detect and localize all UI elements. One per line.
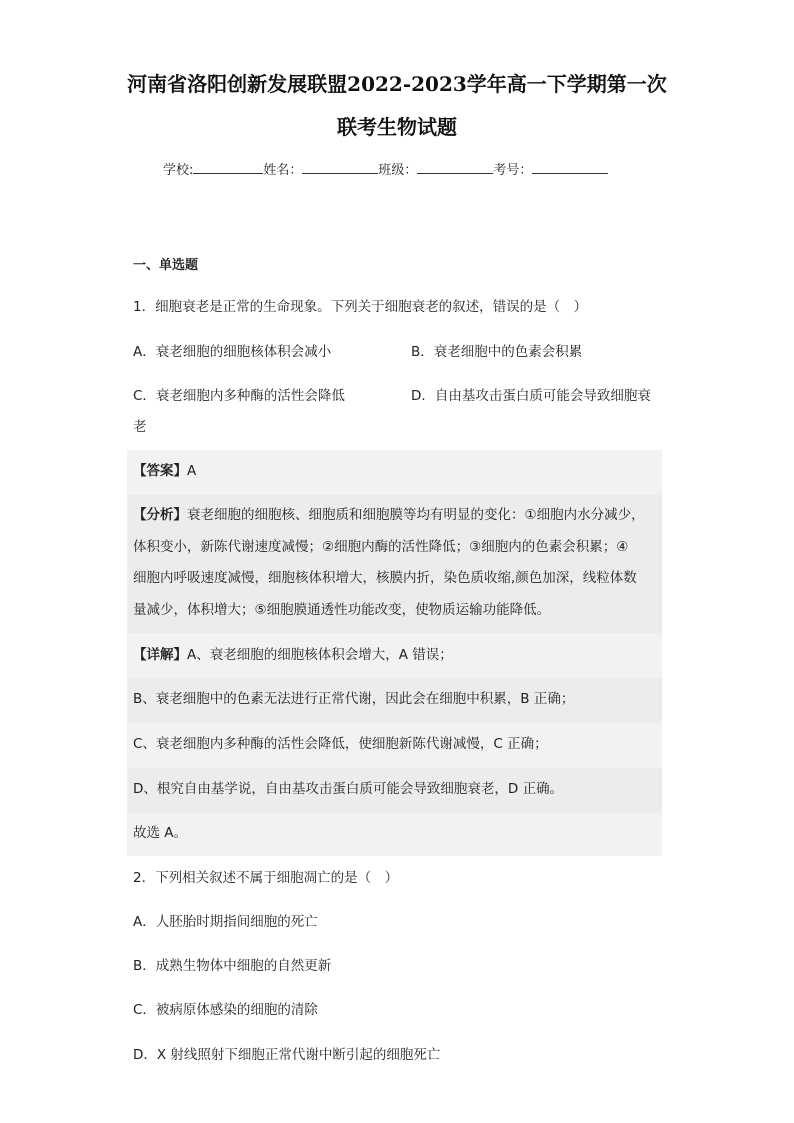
analysis-label: 【分析】 [133, 507, 187, 523]
q2-option-b: B．成熟生物体中细胞的自然更新 [133, 958, 332, 974]
answer-label: 【答案】 [133, 463, 187, 479]
answer-value: A [187, 463, 197, 479]
q1-option-b: B．衰老细胞中的色素会积累 [411, 344, 583, 360]
q1-option-a: A．衰老细胞的细胞核体积会减小 [133, 344, 332, 360]
exam-title-line1: 河南省洛阳创新发展联盟2022-2023学年高一下学期第一次 [127, 72, 667, 96]
q1-analysis-line3: 细胞内呼吸速度减慢，细胞核体积增大，核膜内折，染色质收缩,颜色加深，线粒体数 [133, 570, 637, 586]
class-label: 班级： [378, 163, 418, 178]
detail-label: 【详解】 [133, 647, 187, 663]
q2-option-d: D．X 射线照射下细胞正常代谢中断引起的细胞死亡 [133, 1047, 441, 1063]
name-label: 姓名： [263, 163, 303, 178]
school-blank [193, 159, 263, 174]
q1-detail-line1 [133, 643, 453, 663]
school-label: 学校: [163, 163, 194, 178]
q2-option-c: C．被病原体感染的细胞的清除 [133, 1002, 318, 1018]
q1-option-d: D．自由基攻击蛋白质可能会导致细胞衰 [411, 388, 651, 404]
exam-number-blank [532, 159, 608, 174]
student-info-row [163, 159, 608, 178]
q1-answer [133, 459, 196, 479]
name-blank [302, 159, 378, 174]
analysis-text-1: 衰老细胞的细胞核、细胞质和细胞膜等均有明显的变化：①细胞内水分减少， [187, 507, 645, 523]
q2-stem: 2．下列相关叙述不属于细胞凋亡的是（ ） [133, 870, 399, 886]
detail-text-1: A、衰老细胞的细胞核体积会增大，A 错误； [187, 647, 453, 663]
q2-option-a: A．人胚胎时期指间细胞的死亡 [133, 914, 318, 930]
answer-band [127, 450, 662, 495]
q1-stem: 1．细胞衰老是正常的生命现象。下列关于细胞衰老的叙述，错误的是（ ） [133, 299, 588, 315]
exam-title-line2: 联考生物试题 [337, 115, 457, 139]
q1-analysis-line4: 量减少，体积增大；⑤细胞膜通透性功能改变，使物质运输功能降低。 [133, 602, 551, 618]
q1-analysis-line1 [133, 503, 645, 523]
class-blank [417, 159, 493, 174]
conclusion-band [127, 813, 662, 856]
q1-detail-line3: C、衰老细胞内多种酶的活性会降低，使细胞新陈代谢减慢，C 正确； [133, 736, 548, 752]
q1-option-c: C．衰老细胞内多种酶的活性会降低 [133, 388, 345, 404]
section-title: 一、单选题 [133, 258, 199, 273]
q1-detail-line2: B、衰老细胞中的色素无法进行正常代谢，因此会在细胞中积累，B 正确； [133, 691, 575, 707]
exam-number-label: 考号： [493, 163, 533, 178]
q1-analysis-line2: 体积变小，新陈代谢速度减慢；②细胞内酶的活性降低；③细胞内的色素会积累；④ [133, 539, 629, 555]
q1-option-d-cont: 老 [133, 419, 147, 435]
q1-conclusion: 故选 A。 [133, 825, 188, 841]
q1-detail-line4: D、根究自由基学说，自由基攻击蛋白质可能会导致细胞衰老，D 正确。 [133, 781, 564, 797]
